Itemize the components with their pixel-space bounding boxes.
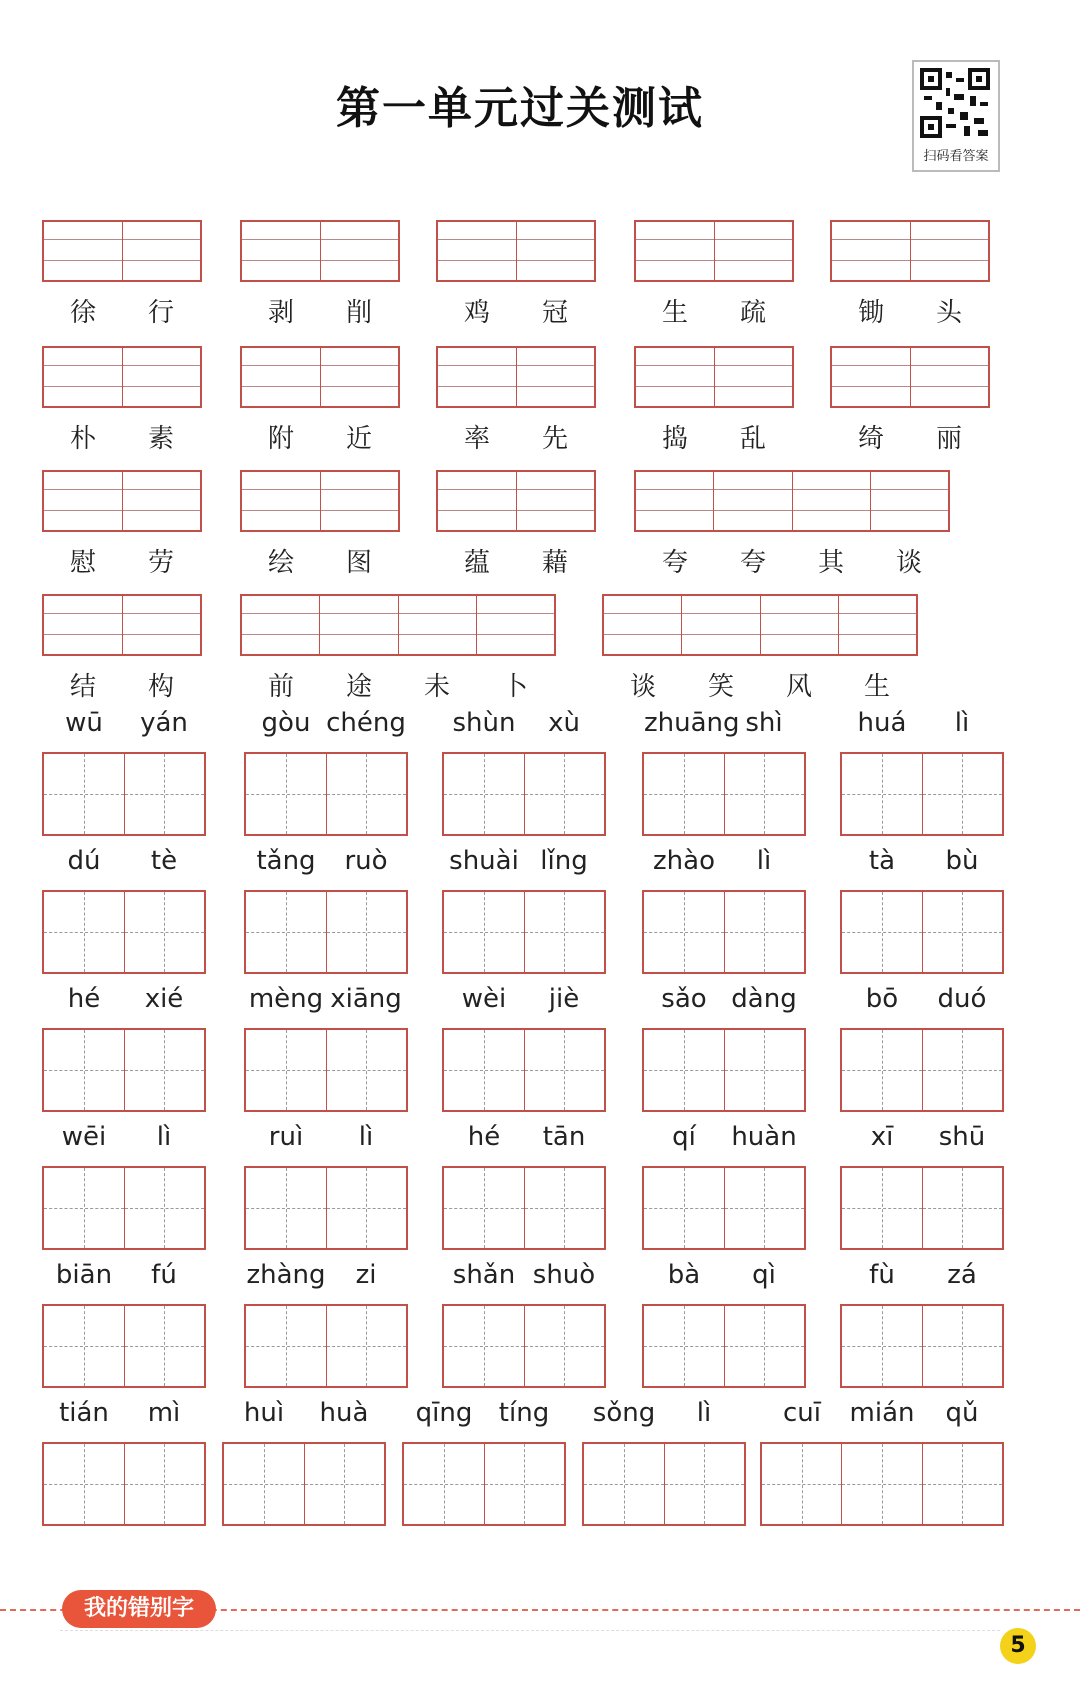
pinyin-prompt: tè bbox=[150, 846, 178, 876]
tianzige-cell[interactable] bbox=[922, 892, 1003, 972]
pinyin-cell[interactable] bbox=[604, 596, 681, 654]
pinyin-prompt: qīng bbox=[415, 1398, 473, 1428]
pinyin-answer-box[interactable] bbox=[42, 346, 202, 408]
pinyin-prompt: sǒng bbox=[592, 1398, 656, 1428]
pinyin-prompt: lì bbox=[156, 1122, 172, 1152]
hanzi-prompt: 乱 bbox=[739, 424, 766, 454]
tianzige-cell[interactable] bbox=[326, 1030, 407, 1110]
pinyin-prompt: cuī bbox=[783, 1398, 821, 1428]
tianzige-cell[interactable] bbox=[44, 1030, 124, 1110]
pinyin-prompt: tíng bbox=[498, 1398, 550, 1428]
pinyin-prompt: ruì bbox=[268, 1122, 304, 1152]
tianzige-cell[interactable] bbox=[326, 892, 407, 972]
pinyin-prompt: lì bbox=[696, 1398, 712, 1428]
pinyin-answer-box[interactable] bbox=[602, 594, 918, 656]
pinyin-cell[interactable] bbox=[44, 596, 122, 654]
pinyin-cell[interactable] bbox=[760, 596, 838, 654]
tianzige-answer-box[interactable] bbox=[402, 1442, 566, 1526]
hanzi-prompt: 附 bbox=[267, 424, 294, 454]
hanzi-prompt: 先 bbox=[541, 424, 568, 454]
tianzige-cell[interactable] bbox=[444, 754, 524, 834]
tianzige-answer-box[interactable] bbox=[42, 1166, 206, 1250]
hanzi-prompt: 生 bbox=[661, 298, 688, 328]
tianzige-cell[interactable] bbox=[724, 1306, 805, 1386]
pinyin-cell[interactable] bbox=[122, 472, 201, 530]
qr-code-icon bbox=[920, 68, 990, 138]
pinyin-answer-box[interactable] bbox=[436, 220, 596, 282]
tianzige-cell[interactable] bbox=[644, 892, 724, 972]
tianzige-cell[interactable] bbox=[842, 1168, 922, 1248]
pinyin-prompt: bà bbox=[667, 1260, 701, 1290]
tianzige-cell[interactable] bbox=[444, 1168, 524, 1248]
pinyin-cell[interactable] bbox=[910, 222, 989, 280]
pinyin-prompt: zhàng bbox=[246, 1260, 326, 1290]
tianzige-cell[interactable] bbox=[584, 1444, 664, 1524]
tianzige-answer-box[interactable] bbox=[442, 890, 606, 974]
pinyin-prompt: xiāng bbox=[330, 984, 402, 1014]
pinyin-answer-box[interactable] bbox=[42, 594, 202, 656]
hanzi-prompt: 劳 bbox=[147, 548, 174, 578]
pinyin-prompt: hé bbox=[67, 984, 101, 1014]
hanzi-prompt: 谈 bbox=[629, 672, 656, 702]
tianzige-cell[interactable] bbox=[922, 1444, 1002, 1524]
pinyin-prompt: chéng bbox=[326, 708, 406, 738]
pinyin-prompt: huàn bbox=[731, 1122, 797, 1152]
pinyin-cell[interactable] bbox=[681, 596, 759, 654]
pinyin-answer-box[interactable] bbox=[42, 220, 202, 282]
pinyin-cell[interactable] bbox=[832, 222, 910, 280]
pinyin-cell[interactable] bbox=[714, 348, 793, 406]
tianzige-cell[interactable] bbox=[124, 1444, 205, 1524]
tianzige-cell[interactable] bbox=[524, 1030, 605, 1110]
pinyin-cell[interactable] bbox=[44, 222, 122, 280]
tianzige-cell[interactable] bbox=[124, 1030, 205, 1110]
tianzige-answer-box[interactable] bbox=[840, 1304, 1004, 1388]
hanzi-prompt: 结 bbox=[69, 672, 96, 702]
tianzige-cell[interactable] bbox=[44, 1444, 124, 1524]
hanzi-prompt: 剥 bbox=[267, 298, 294, 328]
pinyin-prompt: zi bbox=[355, 1260, 377, 1290]
pinyin-cell[interactable] bbox=[319, 596, 397, 654]
pinyin-prompt: shùn bbox=[452, 708, 516, 738]
tianzige-cell[interactable] bbox=[246, 892, 326, 972]
tianzige-answer-box[interactable] bbox=[42, 752, 206, 836]
tianzige-cell[interactable] bbox=[326, 1306, 407, 1386]
tianzige-answer-box[interactable] bbox=[42, 1304, 206, 1388]
hanzi-prompt: 途 bbox=[345, 672, 372, 702]
tianzige-cell[interactable] bbox=[44, 754, 124, 834]
pinyin-prompt: qǔ bbox=[945, 1398, 979, 1428]
hanzi-prompt: 徐 bbox=[69, 298, 96, 328]
hanzi-prompt: 丽 bbox=[935, 424, 962, 454]
pinyin-cell[interactable] bbox=[438, 222, 516, 280]
pinyin-prompt: duó bbox=[937, 984, 987, 1014]
hanzi-prompt: 蕴 bbox=[463, 548, 490, 578]
tianzige-cell[interactable] bbox=[841, 1444, 921, 1524]
tianzige-cell[interactable] bbox=[444, 1030, 524, 1110]
pinyin-cell[interactable] bbox=[516, 222, 595, 280]
tianzige-answer-box[interactable] bbox=[642, 890, 806, 974]
hanzi-prompt: 慰 bbox=[69, 548, 96, 578]
tianzige-cell[interactable] bbox=[444, 1306, 524, 1386]
tianzige-cell[interactable] bbox=[524, 1306, 605, 1386]
pinyin-answer-box[interactable] bbox=[634, 220, 794, 282]
hanzi-prompt: 绘 bbox=[267, 548, 294, 578]
hanzi-prompt: 鸡 bbox=[463, 298, 490, 328]
hanzi-prompt: 谈 bbox=[895, 548, 922, 578]
pinyin-prompt: ruò bbox=[344, 846, 388, 876]
pinyin-prompt: shǎn bbox=[452, 1260, 516, 1290]
tianzige-cell[interactable] bbox=[124, 754, 205, 834]
pinyin-prompt: fú bbox=[151, 1260, 177, 1290]
pinyin-prompt: dàng bbox=[731, 984, 797, 1014]
pinyin-cell[interactable] bbox=[122, 596, 201, 654]
pinyin-cell[interactable] bbox=[713, 472, 791, 530]
pinyin-cell[interactable] bbox=[714, 222, 793, 280]
tianzige-answer-box[interactable] bbox=[244, 1028, 408, 1112]
tianzige-cell[interactable] bbox=[922, 1306, 1003, 1386]
pinyin-cell[interactable] bbox=[320, 472, 399, 530]
tianzige-cell[interactable] bbox=[842, 1030, 922, 1110]
tianzige-cell[interactable] bbox=[724, 1168, 805, 1248]
pinyin-cell[interactable] bbox=[636, 472, 713, 530]
pinyin-prompt: wèi bbox=[461, 984, 507, 1014]
tianzige-answer-box[interactable] bbox=[642, 1166, 806, 1250]
pinyin-cell[interactable] bbox=[832, 348, 910, 406]
tianzige-answer-box[interactable] bbox=[442, 1028, 606, 1112]
pinyin-prompt: wū bbox=[65, 708, 103, 738]
pinyin-cell[interactable] bbox=[320, 348, 399, 406]
tianzige-cell[interactable] bbox=[762, 1444, 841, 1524]
tianzige-answer-box[interactable] bbox=[244, 890, 408, 974]
hanzi-prompt: 图 bbox=[345, 548, 372, 578]
qr-caption: 扫码看答案 bbox=[923, 149, 989, 164]
hanzi-prompt: 锄 bbox=[857, 298, 884, 328]
pinyin-cell[interactable] bbox=[792, 472, 870, 530]
pinyin-prompt: dú bbox=[67, 846, 101, 876]
tianzige-cell[interactable] bbox=[444, 892, 524, 972]
pinyin-answer-box[interactable] bbox=[42, 470, 202, 532]
tianzige-cell[interactable] bbox=[326, 1168, 407, 1248]
tianzige-cell[interactable] bbox=[246, 1306, 326, 1386]
tianzige-cell[interactable] bbox=[484, 1444, 565, 1524]
mistakes-writing-area[interactable] bbox=[60, 1630, 1000, 1681]
tianzige-cell[interactable] bbox=[44, 1168, 124, 1248]
tianzige-answer-box[interactable] bbox=[244, 752, 408, 836]
tianzige-cell[interactable] bbox=[124, 1168, 205, 1248]
pinyin-prompt: shū bbox=[938, 1122, 986, 1152]
mistakes-label: 我的错别字 bbox=[62, 1590, 216, 1628]
pinyin-prompt: xié bbox=[144, 984, 184, 1014]
tianzige-cell[interactable] bbox=[304, 1444, 385, 1524]
pinyin-prompt: xù bbox=[548, 708, 580, 738]
page-title: 第一单元过关测试 bbox=[336, 83, 704, 134]
pinyin-prompt: mì bbox=[147, 1398, 181, 1428]
pinyin-cell[interactable] bbox=[870, 472, 948, 530]
pinyin-cell[interactable] bbox=[476, 596, 554, 654]
tianzige-cell[interactable] bbox=[724, 1030, 805, 1110]
tianzige-answer-box[interactable] bbox=[582, 1442, 746, 1526]
tianzige-cell[interactable] bbox=[524, 892, 605, 972]
tianzige-cell[interactable] bbox=[644, 1168, 724, 1248]
pinyin-prompt: zhuāng bbox=[644, 708, 740, 738]
pinyin-prompt: tián bbox=[59, 1398, 109, 1428]
pinyin-answer-box[interactable] bbox=[240, 594, 556, 656]
pinyin-prompt: bù bbox=[945, 846, 979, 876]
tianzige-cell[interactable] bbox=[246, 1030, 326, 1110]
tianzige-answer-box[interactable] bbox=[42, 890, 206, 974]
hanzi-prompt: 夸 bbox=[739, 548, 766, 578]
tianzige-answer-box[interactable] bbox=[642, 1304, 806, 1388]
pinyin-cell[interactable] bbox=[838, 596, 916, 654]
hanzi-prompt: 风 bbox=[785, 672, 812, 702]
hanzi-prompt: 头 bbox=[935, 298, 962, 328]
pinyin-prompt: mèng bbox=[248, 984, 324, 1014]
tianzige-answer-box[interactable] bbox=[840, 890, 1004, 974]
pinyin-answer-box[interactable] bbox=[830, 346, 990, 408]
tianzige-cell[interactable] bbox=[724, 892, 805, 972]
tianzige-answer-box[interactable] bbox=[244, 1166, 408, 1250]
hanzi-prompt: 疏 bbox=[739, 298, 766, 328]
tianzige-cell[interactable] bbox=[922, 1030, 1003, 1110]
pinyin-prompt: mián bbox=[849, 1398, 915, 1428]
hanzi-prompt: 藉 bbox=[541, 548, 568, 578]
tianzige-answer-box[interactable] bbox=[642, 752, 806, 836]
pinyin-cell[interactable] bbox=[910, 348, 989, 406]
pinyin-cell[interactable] bbox=[242, 222, 320, 280]
tianzige-cell[interactable] bbox=[644, 1030, 724, 1110]
page-number: 5 bbox=[1000, 1628, 1036, 1664]
pinyin-cell[interactable] bbox=[636, 348, 714, 406]
pinyin-prompt: zá bbox=[947, 1260, 977, 1290]
tianzige-answer-box[interactable] bbox=[760, 1442, 1004, 1526]
tianzige-cell[interactable] bbox=[842, 1306, 922, 1386]
pinyin-prompt: qì bbox=[752, 1260, 776, 1290]
pinyin-prompt: huà bbox=[319, 1398, 369, 1428]
tianzige-cell[interactable] bbox=[922, 754, 1003, 834]
tianzige-answer-box[interactable] bbox=[840, 752, 1004, 836]
tianzige-cell[interactable] bbox=[922, 1168, 1003, 1248]
pinyin-prompt: jiè bbox=[548, 984, 580, 1014]
tianzige-answer-box[interactable] bbox=[222, 1442, 386, 1526]
tianzige-answer-box[interactable] bbox=[442, 1304, 606, 1388]
tianzige-cell[interactable] bbox=[842, 892, 922, 972]
tianzige-cell[interactable] bbox=[326, 754, 407, 834]
tianzige-cell[interactable] bbox=[842, 754, 922, 834]
pinyin-cell[interactable] bbox=[320, 222, 399, 280]
pinyin-cell[interactable] bbox=[438, 348, 516, 406]
hanzi-prompt: 前 bbox=[267, 672, 294, 702]
hanzi-prompt: 朴 bbox=[69, 424, 96, 454]
hanzi-prompt: 构 bbox=[147, 672, 174, 702]
pinyin-prompt: gòu bbox=[261, 708, 311, 738]
tianzige-cell[interactable] bbox=[44, 1306, 124, 1386]
hanzi-prompt: 行 bbox=[147, 298, 174, 328]
pinyin-prompt: wēi bbox=[61, 1122, 107, 1152]
tianzige-cell[interactable] bbox=[246, 754, 326, 834]
tianzige-cell[interactable] bbox=[524, 1168, 605, 1248]
pinyin-answer-box[interactable] bbox=[830, 220, 990, 282]
pinyin-answer-box[interactable] bbox=[634, 470, 950, 532]
pinyin-prompt: fù bbox=[869, 1260, 895, 1290]
pinyin-cell[interactable] bbox=[44, 472, 122, 530]
pinyin-cell[interactable] bbox=[398, 596, 476, 654]
qr-code[interactable] bbox=[912, 60, 1000, 172]
pinyin-prompt: lì bbox=[358, 1122, 374, 1152]
hanzi-prompt: 率 bbox=[463, 424, 490, 454]
hanzi-prompt: 笑 bbox=[707, 672, 734, 702]
pinyin-prompt: tān bbox=[542, 1122, 586, 1152]
hanzi-prompt: 素 bbox=[147, 424, 174, 454]
pinyin-cell[interactable] bbox=[636, 222, 714, 280]
pinyin-answer-box[interactable] bbox=[436, 346, 596, 408]
pinyin-answer-box[interactable] bbox=[240, 220, 400, 282]
hanzi-prompt: 未 bbox=[423, 672, 450, 702]
hanzi-prompt: 近 bbox=[345, 424, 372, 454]
tianzige-answer-box[interactable] bbox=[442, 752, 606, 836]
hanzi-prompt: 削 bbox=[345, 298, 372, 328]
pinyin-prompt: biān bbox=[55, 1260, 113, 1290]
pinyin-cell[interactable] bbox=[516, 348, 595, 406]
pinyin-cell[interactable] bbox=[242, 472, 320, 530]
tianzige-answer-box[interactable] bbox=[840, 1028, 1004, 1112]
hanzi-prompt: 冠 bbox=[541, 298, 568, 328]
pinyin-prompt: huá bbox=[857, 708, 907, 738]
tianzige-cell[interactable] bbox=[124, 1306, 205, 1386]
pinyin-answer-box[interactable] bbox=[240, 470, 400, 532]
tianzige-answer-box[interactable] bbox=[244, 1304, 408, 1388]
pinyin-cell[interactable] bbox=[242, 596, 319, 654]
tianzige-answer-box[interactable] bbox=[442, 1166, 606, 1250]
hanzi-prompt: 夸 bbox=[661, 548, 688, 578]
tianzige-cell[interactable] bbox=[524, 754, 605, 834]
pinyin-cell[interactable] bbox=[122, 348, 201, 406]
pinyin-prompt: shuài bbox=[449, 846, 519, 876]
pinyin-cell[interactable] bbox=[44, 348, 122, 406]
pinyin-prompt: tà bbox=[868, 846, 896, 876]
pinyin-prompt: lì bbox=[756, 846, 772, 876]
tianzige-answer-box[interactable] bbox=[42, 1442, 206, 1526]
hanzi-prompt: 绮 bbox=[857, 424, 884, 454]
pinyin-prompt: yán bbox=[140, 708, 188, 738]
tianzige-cell[interactable] bbox=[404, 1444, 484, 1524]
pinyin-prompt: tǎng bbox=[256, 846, 316, 876]
pinyin-cell[interactable] bbox=[438, 472, 516, 530]
pinyin-prompt: lǐng bbox=[540, 846, 588, 876]
hanzi-prompt: 捣 bbox=[661, 424, 688, 454]
pinyin-cell[interactable] bbox=[122, 222, 201, 280]
pinyin-answer-box[interactable] bbox=[634, 346, 794, 408]
pinyin-prompt: zhào bbox=[653, 846, 715, 876]
tianzige-cell[interactable] bbox=[644, 1306, 724, 1386]
hanzi-prompt: 其 bbox=[817, 548, 844, 578]
tianzige-cell[interactable] bbox=[224, 1444, 304, 1524]
pinyin-prompt: huì bbox=[243, 1398, 285, 1428]
tianzige-cell[interactable] bbox=[644, 754, 724, 834]
pinyin-prompt: hé bbox=[467, 1122, 501, 1152]
pinyin-cell[interactable] bbox=[242, 348, 320, 406]
pinyin-prompt: xī bbox=[870, 1122, 894, 1152]
pinyin-prompt: lì bbox=[954, 708, 970, 738]
pinyin-answer-box[interactable] bbox=[436, 470, 596, 532]
pinyin-prompt: shuò bbox=[532, 1260, 596, 1290]
pinyin-prompt: sǎo bbox=[661, 984, 707, 1014]
pinyin-answer-box[interactable] bbox=[240, 346, 400, 408]
tianzige-cell[interactable] bbox=[44, 892, 124, 972]
tianzige-cell[interactable] bbox=[124, 892, 205, 972]
hanzi-prompt: 卜 bbox=[501, 672, 528, 702]
tianzige-answer-box[interactable] bbox=[840, 1166, 1004, 1250]
tianzige-cell[interactable] bbox=[246, 1168, 326, 1248]
hanzi-prompt: 生 bbox=[863, 672, 890, 702]
pinyin-prompt: bō bbox=[865, 984, 899, 1014]
tianzige-cell[interactable] bbox=[664, 1444, 745, 1524]
tianzige-answer-box[interactable] bbox=[642, 1028, 806, 1112]
pinyin-prompt: shì bbox=[745, 708, 783, 738]
tianzige-answer-box[interactable] bbox=[42, 1028, 206, 1112]
pinyin-cell[interactable] bbox=[516, 472, 595, 530]
tianzige-cell[interactable] bbox=[724, 754, 805, 834]
pinyin-prompt: qí bbox=[672, 1122, 696, 1152]
